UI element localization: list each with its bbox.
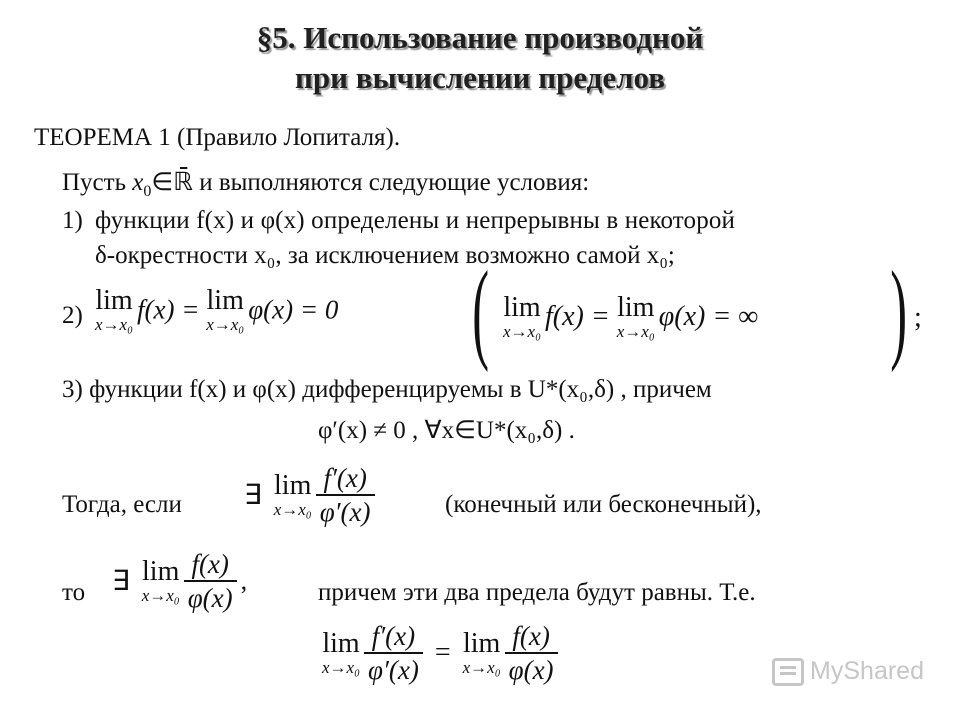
theorem-heading: ТЕОРЕМА 1 (Правило Лопиталя).	[34, 124, 401, 151]
lim-word: lim	[95, 285, 133, 316]
lim-subscript: x→x₀	[462, 658, 501, 677]
exists-symbol: ∃	[112, 566, 130, 597]
watermark	[772, 657, 924, 686]
derivative-fraction	[316, 462, 375, 528]
lim-operator	[142, 557, 180, 605]
cond2-left-f: f(x) =	[137, 294, 207, 325]
lim-word: lim	[322, 628, 360, 659]
condition-2-semicolon: ;	[914, 302, 922, 333]
lim-operator	[206, 286, 244, 334]
exists-symbol: ∃	[244, 480, 262, 511]
lim-subscript: x→x₀	[322, 658, 361, 677]
left-parenthesis: (	[472, 249, 490, 373]
lim-subscript: x→x₀	[273, 500, 312, 519]
cond2-right-f: f(x) =	[545, 301, 617, 332]
condition-2-right-formula	[503, 293, 758, 341]
equals-sign: =	[434, 637, 451, 668]
lim-operator	[503, 293, 541, 341]
condition-3-line-2: φ′(x) ≠ 0 , ∀x∈U*(x₀,δ) .	[318, 417, 575, 444]
cond2-right-phi: φ(x) = ∞	[658, 301, 759, 332]
intro-x0-var: x	[132, 169, 144, 196]
lim-operator	[617, 293, 655, 341]
derivative-fraction	[364, 620, 423, 686]
then-prefix: Тогда, если	[62, 491, 182, 518]
to-prefix: то	[62, 579, 86, 606]
fraction-numerator: f(x)	[191, 549, 229, 579]
fraction-numerator: f′(x)	[371, 621, 416, 651]
condition-3-line-1: 3) функции f(x) и φ(x) дифференцируемы в U*(x₀,δ) , причем	[62, 376, 712, 403]
function-fraction	[184, 548, 237, 614]
title-line-2: при вычислении пределов	[294, 60, 665, 95]
lim-subscript: x→x₀	[141, 586, 180, 605]
lim-word: lim	[617, 292, 655, 323]
lim-word: lim	[206, 285, 244, 316]
fraction-numerator: f(x)	[512, 621, 550, 651]
lim-subscript: x→x₀	[95, 315, 134, 334]
condition-2-number: 2)	[62, 302, 83, 329]
formula-comma: ,	[240, 566, 248, 595]
then-formula	[244, 462, 375, 528]
lim-operator	[95, 286, 133, 334]
cond2-left-phi: φ(x) = 0	[248, 294, 339, 325]
right-parenthesis: )	[890, 249, 908, 373]
intro-x0-sub: 0	[143, 183, 152, 200]
title-line-1: §5. Использование производной	[256, 20, 704, 55]
condition-1-line-1: функции f(x) и φ(x) определены и непрерывны в некоторой	[95, 207, 736, 234]
fraction-denominator: φ′(x)	[368, 655, 419, 685]
lim-subscript: x→x₀	[206, 315, 245, 334]
slide-title	[0, 18, 960, 98]
fraction-denominator: φ(x)	[187, 583, 233, 613]
to-suffix: причем эти два предела будут равны. Т.е.	[318, 579, 756, 606]
condition-1-number: 1)	[62, 207, 83, 234]
final-equality-formula	[322, 620, 558, 686]
condition-1-line-2: δ-окрестности x₀, за исключением возможно самой x₀;	[95, 242, 675, 269]
fraction-denominator: φ(x)	[508, 655, 554, 685]
lim-subscript: x→x₀	[616, 322, 655, 341]
watermark-text: MyShared	[810, 657, 924, 685]
intro-suffix: и выполняются следующие условия:	[192, 169, 590, 196]
lim-word: lim	[142, 556, 180, 587]
lim-word: lim	[503, 292, 541, 323]
theorem-intro	[62, 168, 589, 207]
lim-operator	[274, 471, 312, 519]
intro-in-symbol: ∈	[151, 169, 174, 196]
to-formula	[112, 548, 247, 614]
fraction-denominator: φ′(x)	[319, 497, 371, 527]
lim-subscript: x→x₀	[503, 322, 542, 341]
intro-prefix: Пусть	[62, 169, 133, 196]
function-fraction	[505, 620, 558, 686]
fraction-numerator: f′(x)	[323, 463, 367, 493]
lim-operator	[322, 629, 360, 677]
lim-operator	[463, 629, 501, 677]
condition-2-left-formula	[95, 286, 338, 334]
lim-word: lim	[462, 628, 501, 659]
then-suffix: (конечный или бесконечный),	[445, 491, 762, 518]
intro-set-symbol: ℝ̄	[173, 169, 193, 196]
presentation-icon	[772, 658, 804, 686]
lim-word: lim	[274, 470, 312, 501]
